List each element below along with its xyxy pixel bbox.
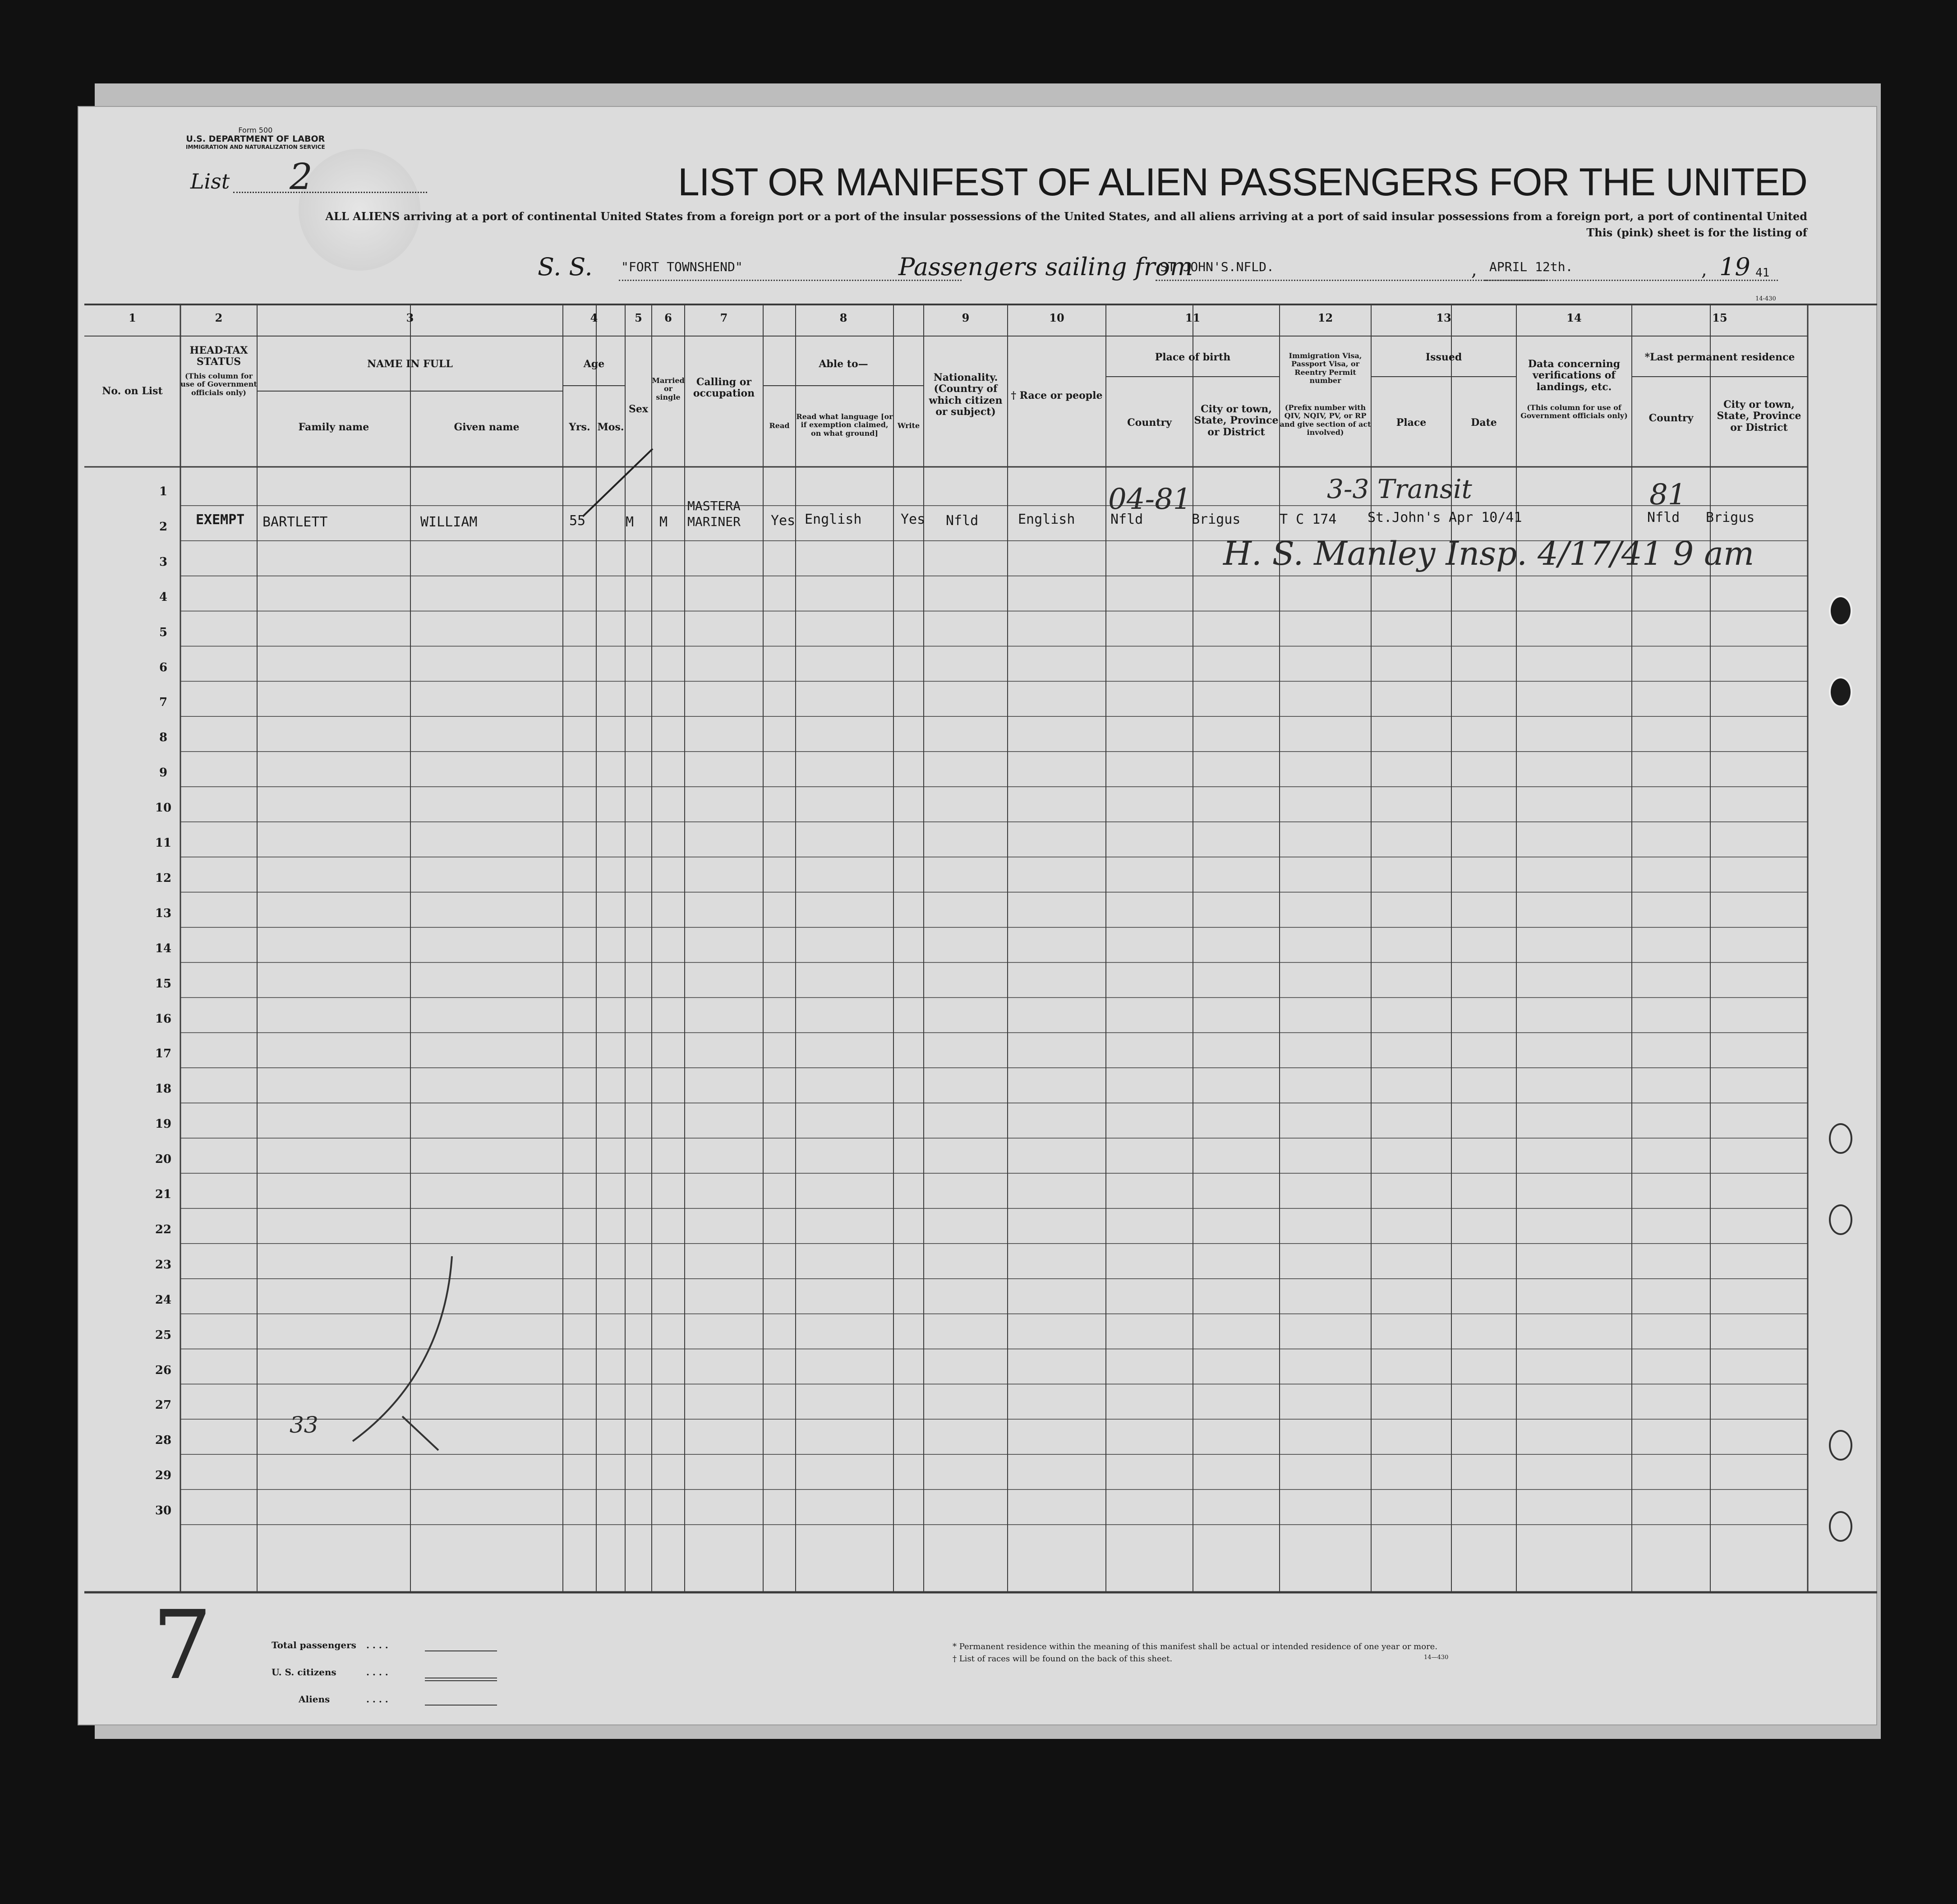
row-number: 24	[155, 1293, 172, 1307]
header-head-tax-note: (This column for use of Government officials only)	[180, 372, 257, 397]
subtitle-2: This (pink) sheet is for the listing of	[1586, 226, 1807, 239]
aliens-dots: . . . .	[366, 1694, 388, 1705]
row27-mark: 33	[290, 1412, 318, 1438]
row-number: 26	[155, 1363, 172, 1377]
header-sex: Sex	[628, 403, 648, 415]
ship-name: "FORT TOWNSHEND"	[621, 259, 743, 274]
given-name-cell: WILLIAM	[420, 514, 478, 530]
header-no-on-list: No. on List	[102, 385, 163, 397]
residence-code-handwriting: 81	[1649, 478, 1686, 512]
header-married: Married or single	[652, 376, 685, 401]
column-number: 11	[1185, 311, 1201, 324]
column-number: 4	[590, 311, 598, 324]
header-write: Write	[897, 421, 920, 430]
total-dots: . . . .	[366, 1640, 388, 1650]
manifest-sheet: Form 500 U.S. DEPARTMENT OF LABOR IMMIGRATION AND NATURALIZATION SERVICE List 2 LIST OR MANIFEST OF ALIEN PASSENGERS FOR THE UNITED ALL ALIENS arriving at a port of continental United States from a foreign port or a port of the insular possessions of the United States, and all aliens arriving at a port of said insular possessions from a foreign port, a port of continental United This (pink) sheet is for the listing of S. S. "FORT TOWNSHEND" Passengers sailing from ST JOHN'S.NFLD. , APRIL 12th. , 19 41 14-430 1 2 3 4 5 6 7 8 9 10 11 12 13 14 15 No. on List HEAD-TAX STATUS (This column for use of Government officials only) NAME IN FULL Family name Given name Age Yrs. Mos. Sex Married or single Calling or occupation Able to— Read Read what language [or if exemption claimed, on what ground] Write Nationality. (Country of which citizen or subject) † Race or people Place of birth Country City or town, State, Province or District Immigration Visa, Passport Visa, or Reentry Permit number (Prefix number with QIV, NQIV, PV, or RP and give section of act involved) Issued Place Date Data concerning verifications of landings, etc. (This column for use of Government officials only) *Last permanent residence Country City or town, State, Province or District 1 2 3 4 5 6 7 8 9 10 11 12 13 14 15 16 17 18 19 20 21 22 23 24 25 26 27 28 29 30 EXEMPT BARTLETT WILLIAM 55 M M MASTERA MARINER Yes English Yes Nfld English Nfld Brigus T C 174 St.John's Apr 10/41 Nfld Brigus 04-81 3-3 Transit 81 H. S. Manley Insp. 4/17/41 9 am 33 7 Total passengers . . . . U. S. citizens . . . . Aliens . . . . * Permanent residence within the meaning of this manifest shall be actual or intended residence of one year or more. † List of races will be found on the back of this sheet. 14—430	[78, 106, 1877, 1725]
header-birth-country: Country	[1127, 417, 1172, 429]
row-number: 11	[155, 836, 172, 850]
column-number: 2	[215, 311, 223, 324]
header-given-name: Given name	[454, 421, 520, 433]
footer-code: 14—430	[1424, 1654, 1449, 1661]
row-number: 25	[155, 1328, 172, 1342]
column-number: 7	[720, 311, 728, 324]
header-issued-date: Date	[1471, 417, 1497, 429]
visa-note-handwriting: 3-3 Transit	[1327, 474, 1472, 504]
family-name-cell: BARTLETT	[262, 514, 328, 530]
header-place-of-birth: Place of birth	[1155, 351, 1231, 363]
res-country-cell: Nfld	[1647, 510, 1680, 526]
header-residence-city: City or town, State, Province or District	[1717, 399, 1801, 433]
row-number: 22	[155, 1222, 172, 1236]
row-number: 9	[159, 766, 168, 780]
read-cell: Yes	[771, 513, 796, 529]
column-number: 13	[1436, 311, 1451, 324]
column-number: 1	[129, 311, 136, 324]
total-passengers-label: Total passengers	[272, 1640, 356, 1650]
row-number: 8	[159, 731, 168, 745]
row-number: 16	[155, 1012, 172, 1026]
birth-city-cell: Brigus	[1192, 512, 1241, 527]
birth-country-cell: Nfld	[1110, 512, 1143, 527]
service: IMMIGRATION AND NATURALIZATION SERVICE	[186, 144, 325, 151]
race-cell: English	[1018, 512, 1075, 527]
punch-hole	[1829, 1430, 1852, 1461]
column-number: 6	[664, 311, 672, 324]
aliens-label: Aliens	[299, 1694, 330, 1705]
issued-date-cell: Apr 10/41	[1449, 510, 1522, 526]
row-number: 7	[159, 696, 168, 710]
row-number: 14	[155, 941, 172, 955]
year-prefix: 19	[1719, 253, 1750, 281]
list-label: List	[190, 169, 230, 194]
row-number: 30	[155, 1504, 172, 1518]
birth-code-handwriting: 04-81	[1108, 483, 1192, 516]
punch-hole	[1829, 1123, 1852, 1154]
head-tax-cell: EXEMPT	[196, 512, 245, 528]
punch-hole	[1829, 1511, 1852, 1542]
header-name-in-full: NAME IN FULL	[367, 358, 453, 370]
sailing-from: ST JOHN'S.NFLD.	[1160, 259, 1274, 274]
row-number: 19	[155, 1117, 172, 1131]
footnote-races: † List of races will be found on the back of this sheet.	[953, 1654, 1173, 1664]
header-family-name: Family name	[298, 421, 369, 433]
column-number: 12	[1317, 311, 1333, 324]
row-number: 18	[155, 1082, 172, 1096]
row-number: 28	[155, 1434, 172, 1448]
nationality-cell: Nfld	[946, 513, 979, 529]
row-number: 17	[155, 1047, 172, 1061]
header-visa: Immigration Visa, Passport Visa, or Reentry Permit number	[1289, 351, 1362, 385]
column-number: 15	[1712, 311, 1727, 324]
header-age: Age	[583, 358, 605, 370]
header-issued-place: Place	[1396, 417, 1427, 429]
row-number: 4	[159, 590, 168, 604]
column-number: 5	[635, 311, 642, 324]
row-number: 13	[155, 906, 172, 920]
sailing-label: Passengers sailing from	[898, 253, 1193, 281]
row-number: 1	[159, 485, 168, 498]
us-citizens-label: U. S. citizens	[272, 1667, 336, 1678]
header-able-to: Able to—	[819, 358, 868, 370]
header-age-mos: Mos.	[597, 421, 624, 433]
occupation-line-2: MARINER	[687, 514, 741, 529]
column-number: 9	[962, 311, 970, 324]
header-age-yrs: Yrs.	[569, 421, 590, 433]
occupation-line-1: MASTERA	[687, 498, 741, 513]
row-number: 21	[155, 1188, 172, 1201]
res-city-cell: Brigus	[1706, 510, 1755, 526]
citizens-dots: . . . .	[366, 1667, 388, 1678]
page-title: LIST OR MANIFEST OF ALIEN PASSENGERS FOR THE UNITED	[677, 161, 1807, 204]
header-race: † Race or people	[1011, 390, 1103, 401]
punch-hole	[1829, 677, 1852, 707]
row-number: 23	[155, 1258, 172, 1272]
row-number: 29	[155, 1469, 172, 1483]
header-issued: Issued	[1425, 351, 1462, 363]
column-number: 10	[1049, 311, 1064, 324]
language-cell: English	[805, 512, 862, 527]
row-number: 15	[155, 977, 172, 991]
married-cell: M	[659, 514, 668, 530]
header-birth-city: City or town, State, Province or District	[1194, 403, 1279, 438]
header-calling: Calling or occupation	[693, 376, 755, 400]
row-number: 6	[159, 660, 168, 674]
punch-hole	[1829, 595, 1852, 626]
issued-place-cell: St.John's	[1368, 510, 1441, 526]
row-number: 3	[159, 555, 168, 569]
column-number: 3	[406, 311, 414, 324]
write-cell: Yes	[901, 512, 926, 527]
form-number: Form 500	[238, 126, 273, 134]
sex-cell: M	[626, 514, 634, 530]
column-number: 14	[1566, 311, 1582, 324]
header-read-language: Read what language [or if exemption claimed, on what ground]	[796, 412, 893, 438]
header-read: Read	[769, 421, 790, 430]
row-number: 5	[159, 625, 168, 639]
row-number: 20	[155, 1153, 172, 1166]
header-visa-note: (Prefix number with QIV, NQIV, PV, or RP and give section of act involved)	[1280, 403, 1371, 437]
year-suffix: 41	[1755, 266, 1770, 280]
department: U.S. DEPARTMENT OF LABOR	[186, 134, 325, 144]
visa-cell: T C 174	[1280, 512, 1337, 527]
corner-mark: 7	[152, 1590, 212, 1701]
header-nationality: Nationality. (Country of which citizen or subject)	[929, 372, 1003, 418]
list-number: 2	[290, 156, 313, 198]
subtitle-1: ALL ALIENS arriving at a port of continental United States from a foreign port or a port of the insular possessions of the United States, and all aliens arriving at a port of said insular possessions from a foreign port, a port of continental United	[325, 210, 1807, 223]
punch-hole	[1829, 1204, 1852, 1235]
inspector-signature: H. S. Manley Insp. 4/17/41 9 am	[1223, 535, 1754, 572]
row-number: 12	[155, 871, 172, 885]
footer-lines	[78, 106, 1877, 1725]
header-landing-note: (This column for use of Government officials only)	[1520, 403, 1628, 420]
header-residence-country: Country	[1648, 412, 1694, 424]
row-number: 27	[155, 1398, 172, 1412]
sailing-date: APRIL 12th.	[1489, 259, 1573, 274]
ss-label: S. S.	[538, 253, 593, 281]
row-number: 2	[159, 520, 168, 534]
column-number: 8	[839, 311, 847, 324]
header-last-residence: *Last permanent residence	[1644, 351, 1795, 363]
footnote-residence: * Permanent residence within the meaning of this manifest shall be actual or intended residence of one year or more.	[953, 1642, 1438, 1651]
row-number: 10	[155, 801, 172, 815]
age-yrs-cell: 55	[569, 513, 586, 529]
header-landing: Data concerning verifications of landings, etc.	[1528, 358, 1621, 393]
form-code: 14-430	[1755, 295, 1776, 302]
header-head-tax: HEAD-TAX STATUS	[189, 345, 248, 368]
